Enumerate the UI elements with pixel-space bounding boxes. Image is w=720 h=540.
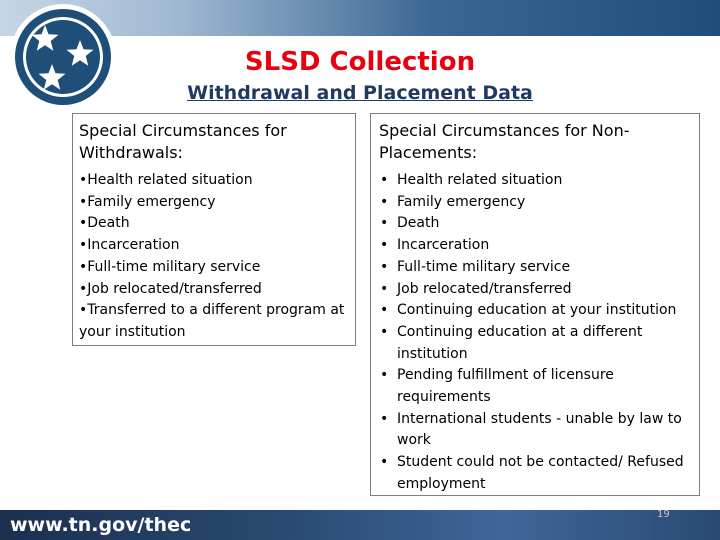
list-item: • Pending fulfillment of licensure requirements (379, 365, 693, 408)
non-placements-heading: Special Circumstances for Non-Placements: (379, 121, 630, 162)
list-item: • Death (379, 213, 693, 235)
list-item: •Health related situation (79, 172, 253, 188)
list-item: • Job relocated/transferred (379, 279, 693, 301)
list-item: • Continuing education at your institution (379, 300, 693, 322)
list-item: •Job relocated/transferred (79, 280, 262, 297)
footer-url: www.tn.gov/thec (10, 514, 192, 536)
slide-subtitle: Withdrawal and Placement Data (187, 82, 533, 104)
list-item: •Death (79, 215, 130, 232)
withdrawals-box (72, 113, 356, 346)
list-item: • Health related situation (379, 170, 693, 192)
list-item: • Incarceration (379, 235, 693, 257)
list-item: •Incarceration (79, 237, 180, 254)
non-placements-list (379, 170, 693, 496)
slide-title: SLSD Collection (244, 47, 476, 77)
non-placements-box (370, 113, 700, 496)
list-item: •Family emergency (79, 193, 216, 210)
withdrawals-heading: Special Circumstances for Withdrawals: (79, 121, 287, 162)
list-item: • Continuing education at a different institution (379, 322, 693, 365)
withdrawals-list (79, 170, 349, 344)
list-item: • Family emergency (379, 192, 693, 214)
list-item: •Transferred to a different program at your institution (79, 302, 345, 340)
list-item: • International students - unable by law to work (379, 409, 693, 452)
list-item: • Full-time military service (379, 257, 693, 279)
page-number: 19 (657, 509, 670, 520)
list-item: • Student could not be contacted/ Refused employment (379, 452, 693, 495)
list-item: •Full-time military service (79, 258, 261, 275)
